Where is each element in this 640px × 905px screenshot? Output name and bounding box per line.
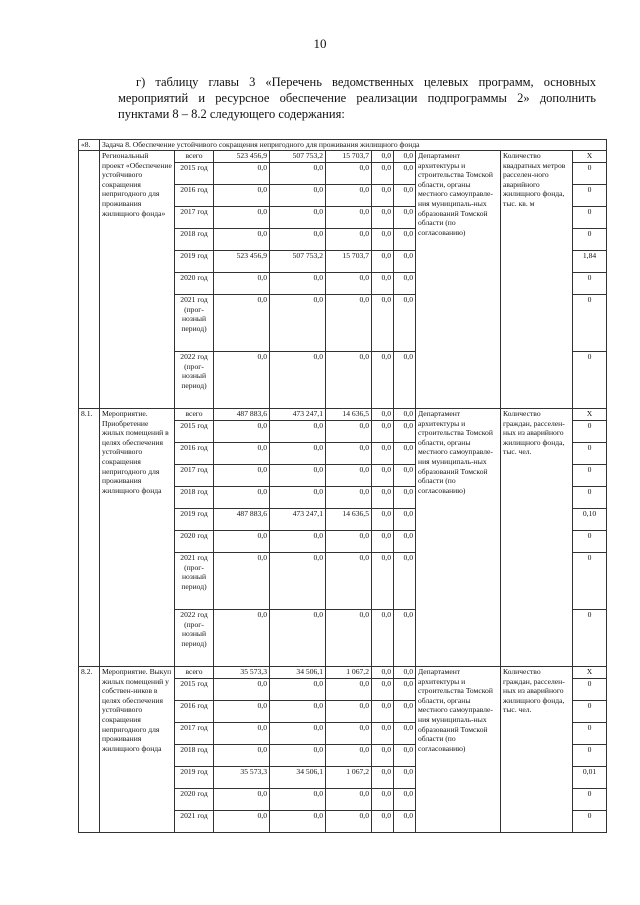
value-cell: 0,0	[270, 443, 326, 465]
value-cell: 523 456,9	[214, 251, 270, 273]
value-cell: 1 067,2	[326, 667, 372, 679]
indicator-value: 0	[573, 531, 607, 553]
value-cell: 473 247,1	[270, 509, 326, 531]
indicator-value: 0	[573, 443, 607, 465]
value-cell: 0,0	[372, 207, 394, 229]
table-row	[79, 151, 607, 163]
year-cell: 2019 год	[175, 251, 214, 273]
value-cell: 15 703,7	[326, 251, 372, 273]
indicator-cell: Количество квадратных метров расселен-ного аварийного жилищного фонда, тыс. кв. м	[501, 151, 573, 409]
value-cell: 0,0	[326, 531, 372, 553]
value-cell: 0,0	[270, 273, 326, 295]
task-row	[79, 140, 607, 151]
indicator-cell: Количество граждан, расселен-ных из аварийного жилищного фонда, тыс. чел.	[501, 667, 573, 833]
value-cell: 0,0	[326, 185, 372, 207]
year-cell: 2018 год	[175, 229, 214, 251]
value-cell: 0,0	[214, 207, 270, 229]
value-cell: 0,0	[326, 553, 372, 610]
indicator-value: 0	[573, 811, 607, 833]
year-cell: 2016 год	[175, 185, 214, 207]
year-cell: 2019 год	[175, 509, 214, 531]
indicator-value: 0	[573, 723, 607, 745]
value-cell: 0,0	[394, 251, 416, 273]
value-cell: 0,0	[270, 553, 326, 610]
indicator-value: 0,10	[573, 509, 607, 531]
year-cell: 2020 год	[175, 789, 214, 811]
indicator-value: 0	[573, 679, 607, 701]
value-cell: 0,0	[394, 465, 416, 487]
value-cell: 0,0	[270, 163, 326, 185]
year-cell: 2017 год	[175, 207, 214, 229]
indicator-value: 0	[573, 421, 607, 443]
value-cell: 0,0	[372, 251, 394, 273]
value-cell: 34 506,1	[270, 767, 326, 789]
value-cell: 0,0	[372, 295, 394, 352]
value-cell: 487 883,6	[214, 509, 270, 531]
value-cell: 0,0	[270, 295, 326, 352]
value-cell: 0,0	[394, 229, 416, 251]
value-cell: 0,0	[394, 745, 416, 767]
value-cell: 0,0	[372, 409, 394, 421]
value-cell: 0,0	[326, 352, 372, 409]
year-cell: 2021 год (прог-нозный период)	[175, 553, 214, 610]
value-cell: 0,0	[270, 811, 326, 833]
value-cell: 0,0	[372, 229, 394, 251]
value-cell: 0,0	[394, 701, 416, 723]
page-number: 10	[313, 36, 327, 51]
year-cell: 2022 год (прог-нозный период)	[175, 352, 214, 409]
value-cell: 0,0	[326, 273, 372, 295]
executor-cell: Департамент архитектуры и строительства Томской области, органы местного самоуправле-ния муниципаль-ных образований Томской области (по согласованию)	[416, 667, 501, 833]
value-cell: 0,0	[394, 273, 416, 295]
year-cell: 2018 год	[175, 745, 214, 767]
indicator-value: 1,84	[573, 251, 607, 273]
value-cell: 0,0	[372, 789, 394, 811]
value-cell: 0,0	[270, 789, 326, 811]
value-cell: 14 636,5	[326, 509, 372, 531]
value-cell: 0,0	[326, 610, 372, 667]
value-cell: 0,0	[326, 789, 372, 811]
value-cell: 0,0	[214, 273, 270, 295]
indicator-value: 0,01	[573, 767, 607, 789]
year-cell: 2016 год	[175, 701, 214, 723]
value-cell: 0,0	[214, 443, 270, 465]
value-cell: 0,0	[372, 531, 394, 553]
year-cell: 2015 год	[175, 679, 214, 701]
value-cell: 34 506,1	[270, 667, 326, 679]
value-cell: 0,0	[394, 679, 416, 701]
program-table	[78, 139, 607, 833]
indicator-value: 0	[573, 207, 607, 229]
value-cell: 0,0	[372, 151, 394, 163]
table-row	[79, 667, 607, 679]
value-cell: 35 573,3	[214, 667, 270, 679]
year-cell: 2020 год	[175, 273, 214, 295]
value-cell: 0,0	[372, 745, 394, 767]
value-cell: 0,0	[372, 421, 394, 443]
table-row	[79, 409, 607, 421]
value-cell: 487 883,6	[214, 409, 270, 421]
value-cell: 0,0	[394, 295, 416, 352]
value-cell: 0,0	[372, 667, 394, 679]
indicator-value: 0	[573, 229, 607, 251]
value-cell: 0,0	[270, 352, 326, 409]
value-cell: 0,0	[270, 487, 326, 509]
value-cell: 507 753,2	[270, 151, 326, 163]
value-cell: 0,0	[326, 811, 372, 833]
value-cell: 0,0	[372, 701, 394, 723]
value-cell: 0,0	[372, 553, 394, 610]
indicator-value: Х	[573, 409, 607, 421]
value-cell: 14 636,5	[326, 409, 372, 421]
value-cell: 1 067,2	[326, 767, 372, 789]
value-cell: 523 456,9	[214, 151, 270, 163]
intro-paragraph: г) таблицу главы 3 «Перечень ведомственных целевых программ, основных мероприятий и ресурсное обеспечение реализации подпрограммы 2» дополнить пунктами 8 – 8.2 следующего содержания:	[118, 75, 596, 121]
section-name: Мероприятие. Приобретение жилых помещений в целях обеспечения устойчивого сокращения непригодного для проживания жилищного фонда	[100, 409, 175, 667]
indicator-value: 0	[573, 789, 607, 811]
value-cell: 0,0	[326, 723, 372, 745]
year-cell: 2020 год	[175, 531, 214, 553]
value-cell: 0,0	[326, 229, 372, 251]
value-cell: 0,0	[394, 789, 416, 811]
value-cell: 0,0	[394, 487, 416, 509]
indicator-value: 0	[573, 295, 607, 352]
value-cell: 0,0	[270, 745, 326, 767]
value-cell: 0,0	[326, 745, 372, 767]
year-cell: 2021 год	[175, 811, 214, 833]
value-cell: 0,0	[394, 610, 416, 667]
value-cell: 0,0	[394, 185, 416, 207]
value-cell: 0,0	[326, 295, 372, 352]
section-number: 8.1.	[79, 409, 100, 667]
value-cell: 0,0	[372, 352, 394, 409]
year-cell: всего	[175, 151, 214, 163]
indicator-value: 0	[573, 610, 607, 667]
value-cell: 0,0	[214, 465, 270, 487]
value-cell: 0,0	[372, 509, 394, 531]
indicator-value: 0	[573, 273, 607, 295]
value-cell: 0,0	[270, 701, 326, 723]
value-cell: 0,0	[394, 667, 416, 679]
value-cell: 0,0	[326, 701, 372, 723]
indicator-value: 0	[573, 163, 607, 185]
value-cell: 507 753,2	[270, 251, 326, 273]
value-cell: 0,0	[326, 207, 372, 229]
year-cell: 2022 год (прог-нозный период)	[175, 610, 214, 667]
value-cell: 0,0	[372, 273, 394, 295]
value-cell: 0,0	[270, 229, 326, 251]
value-cell: 0,0	[372, 767, 394, 789]
value-cell: 0,0	[394, 409, 416, 421]
indicator-value: Х	[573, 667, 607, 679]
indicator-value: Х	[573, 151, 607, 163]
value-cell: 0,0	[394, 421, 416, 443]
year-cell: 2018 год	[175, 487, 214, 509]
executor-cell: Департамент архитектуры и строительства Томской области, органы местного самоуправле-ния муниципаль-ных образований Томской области (по согласованию)	[416, 409, 501, 667]
value-cell: 0,0	[372, 185, 394, 207]
value-cell: 0,0	[326, 679, 372, 701]
value-cell: 0,0	[214, 679, 270, 701]
value-cell: 0,0	[270, 185, 326, 207]
value-cell: 0,0	[214, 229, 270, 251]
value-cell: 0,0	[214, 745, 270, 767]
value-cell: 0,0	[372, 465, 394, 487]
value-cell: 0,0	[326, 421, 372, 443]
indicator-value: 0	[573, 185, 607, 207]
value-cell: 0,0	[372, 487, 394, 509]
value-cell: 0,0	[326, 163, 372, 185]
value-cell: 0,0	[326, 465, 372, 487]
value-cell: 0,0	[214, 723, 270, 745]
value-cell: 0,0	[372, 610, 394, 667]
value-cell: 0,0	[214, 163, 270, 185]
value-cell: 0,0	[214, 487, 270, 509]
indicator-cell: Количество граждан, расселен-ных из аварийного жилищного фонда, тыс. чел.	[501, 409, 573, 667]
value-cell: 0,0	[270, 723, 326, 745]
executor-cell: Департамент архитектуры и строительства Томской области, органы местного самоуправле-ния муниципаль-ных образований Томской области (по согласованию)	[416, 151, 501, 409]
value-cell: 0,0	[394, 767, 416, 789]
value-cell: 0,0	[394, 531, 416, 553]
value-cell: 0,0	[270, 679, 326, 701]
section-number	[79, 151, 100, 409]
year-cell: 2019 год	[175, 767, 214, 789]
value-cell: 0,0	[214, 789, 270, 811]
indicator-value: 0	[573, 745, 607, 767]
value-cell: 0,0	[372, 163, 394, 185]
indicator-value: 0	[573, 553, 607, 610]
value-cell: 0,0	[326, 443, 372, 465]
task-title: Задача 8. Обеспечение устойчивого сокращения непригодного для проживания жилищного фонда	[100, 140, 607, 151]
value-cell: 0,0	[394, 163, 416, 185]
year-cell: 2017 год	[175, 723, 214, 745]
value-cell: 0,0	[394, 151, 416, 163]
indicator-value: 0	[573, 701, 607, 723]
year-cell: 2015 год	[175, 163, 214, 185]
value-cell: 0,0	[214, 553, 270, 610]
value-cell: 0,0	[372, 723, 394, 745]
year-cell: 2016 год	[175, 443, 214, 465]
value-cell: 0,0	[394, 723, 416, 745]
value-cell: 0,0	[326, 487, 372, 509]
value-cell: 0,0	[214, 531, 270, 553]
indicator-value: 0	[573, 465, 607, 487]
value-cell: 0,0	[214, 811, 270, 833]
value-cell: 473 247,1	[270, 409, 326, 421]
value-cell: 0,0	[214, 295, 270, 352]
year-cell: 2021 год (прог-нозный период)	[175, 295, 214, 352]
year-cell: всего	[175, 667, 214, 679]
table-body	[79, 140, 607, 833]
section-name: Региональный проект «Обеспечение устойчивого сокращения непригодного для проживания жилищного фонда»	[100, 151, 175, 409]
value-cell: 0,0	[394, 553, 416, 610]
value-cell: 0,0	[372, 811, 394, 833]
value-cell: 0,0	[270, 465, 326, 487]
value-cell: 0,0	[270, 531, 326, 553]
value-cell: 0,0	[394, 811, 416, 833]
value-cell: 0,0	[394, 509, 416, 531]
value-cell: 0,0	[214, 352, 270, 409]
value-cell: 35 573,3	[214, 767, 270, 789]
year-cell: 2015 год	[175, 421, 214, 443]
value-cell: 0,0	[372, 443, 394, 465]
value-cell: 0,0	[270, 207, 326, 229]
value-cell: 0,0	[270, 421, 326, 443]
section-name: Мероприятие. Выкуп жилых помещений у собствен-ников в целях обеспечения устойчивого сокращения непригодного для проживания жилищного фонда	[100, 667, 175, 833]
value-cell: 0,0	[214, 185, 270, 207]
value-cell: 0,0	[214, 610, 270, 667]
year-cell: всего	[175, 409, 214, 421]
value-cell: 15 703,7	[326, 151, 372, 163]
section-number: 8.2.	[79, 667, 100, 833]
value-cell: 0,0	[394, 443, 416, 465]
indicator-value: 0	[573, 352, 607, 409]
value-cell: 0,0	[214, 701, 270, 723]
task-number: «8.	[79, 140, 100, 151]
indicator-value: 0	[573, 487, 607, 509]
value-cell: 0,0	[394, 207, 416, 229]
year-cell: 2017 год	[175, 465, 214, 487]
value-cell: 0,0	[394, 352, 416, 409]
value-cell: 0,0	[214, 421, 270, 443]
value-cell: 0,0	[270, 610, 326, 667]
value-cell: 0,0	[372, 679, 394, 701]
